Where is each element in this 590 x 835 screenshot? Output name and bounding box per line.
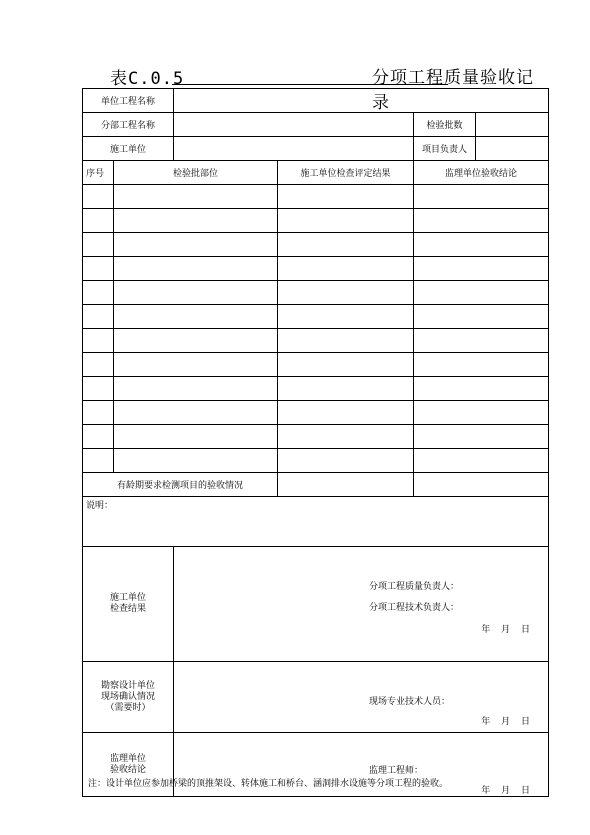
row-batch-part-cell[interactable] <box>114 233 278 257</box>
col-header-no: 序号 <box>83 161 114 185</box>
row-no-cell[interactable] <box>83 449 114 473</box>
row-contractor-result-cell[interactable] <box>278 401 414 425</box>
batch-count-field[interactable] <box>476 113 549 137</box>
row-supervisor-conclusion-cell[interactable] <box>414 377 549 401</box>
table-row <box>83 329 549 353</box>
row-contractor-result-cell[interactable] <box>278 185 414 209</box>
row-supervisor-conclusion-cell[interactable] <box>414 425 549 449</box>
contractor-date: 年 月 日 <box>481 625 531 635</box>
row-supervisor-conclusion-cell[interactable] <box>414 353 549 377</box>
row-no-cell[interactable] <box>83 353 114 377</box>
row-contractor-result-cell[interactable] <box>278 257 414 281</box>
row-no-cell[interactable] <box>83 401 114 425</box>
table-row <box>83 185 549 209</box>
row-no-cell[interactable] <box>83 377 114 401</box>
project-lead-label: 项目负责人 <box>414 137 476 161</box>
project-lead-field[interactable] <box>476 137 549 161</box>
row-batch-part-cell[interactable] <box>114 305 278 329</box>
row-batch-part-cell[interactable] <box>114 329 278 353</box>
row-no-cell[interactable] <box>83 329 114 353</box>
subdivision-field[interactable] <box>174 113 414 137</box>
row-contractor-result-cell[interactable] <box>278 329 414 353</box>
row-no-cell[interactable] <box>83 209 114 233</box>
row-no-cell[interactable] <box>83 425 114 449</box>
row-batch-part-cell[interactable] <box>114 185 278 209</box>
table-row <box>83 209 549 233</box>
row-contractor-result-cell[interactable] <box>278 449 414 473</box>
row-contractor-result-cell[interactable] <box>278 425 414 449</box>
table-row <box>83 305 549 329</box>
contractor-signature-area[interactable] <box>174 547 549 662</box>
inspection-record-table <box>82 88 549 797</box>
contractor-field[interactable] <box>174 137 414 161</box>
table-row <box>83 425 549 449</box>
table-row <box>83 233 549 257</box>
supervisor-date: 年 月 日 <box>481 786 531 796</box>
row-supervisor-conclusion-cell[interactable] <box>414 449 549 473</box>
contractor-label: 施工单位 <box>83 137 174 161</box>
col-header-batch-part: 检验批部位 <box>114 161 278 185</box>
survey-signature-area[interactable] <box>174 662 549 733</box>
row-supervisor-conclusion-cell[interactable] <box>414 209 549 233</box>
row-supervisor-conclusion-cell[interactable] <box>414 401 549 425</box>
row-supervisor-conclusion-cell[interactable] <box>414 281 549 305</box>
row-contractor-result-cell[interactable] <box>278 353 414 377</box>
note-label: 说明： <box>86 501 114 511</box>
col-header-supervisor-conclusion: 监理单位验收结论 <box>414 161 549 185</box>
col-header-contractor-result: 施工单位检查评定结果 <box>278 161 414 185</box>
row-no-cell[interactable] <box>83 281 114 305</box>
row-no-cell[interactable] <box>83 233 114 257</box>
row-supervisor-conclusion-cell[interactable] <box>414 257 549 281</box>
contractor-section-label <box>83 547 174 662</box>
supervisor-section-label-text: 监理单位 验收结论 <box>110 753 147 775</box>
row-no-cell[interactable] <box>83 305 114 329</box>
row-contractor-result-cell[interactable] <box>278 281 414 305</box>
table-row <box>83 401 549 425</box>
row-supervisor-conclusion-cell[interactable] <box>414 305 549 329</box>
row-contractor-result-cell[interactable] <box>278 305 414 329</box>
survey-date: 年 月 日 <box>481 717 531 727</box>
table-row <box>83 281 549 305</box>
survey-section-label-text: 勘察设计单位 现场确认情况 （需要时） <box>101 680 156 713</box>
row-batch-part-cell[interactable] <box>114 353 278 377</box>
row-supervisor-conclusion-cell[interactable] <box>414 185 549 209</box>
row-contractor-result-cell[interactable] <box>278 209 414 233</box>
row-no-cell[interactable] <box>83 185 114 209</box>
row-no-cell[interactable] <box>83 257 114 281</box>
note-field[interactable] <box>83 497 549 547</box>
subdivision-label: 分部工程名称 <box>83 113 174 137</box>
form-title-text: 分项工程质量验收记录 <box>372 68 534 113</box>
form-code: 表C.0.5 <box>110 69 185 89</box>
row-batch-part-cell[interactable] <box>114 257 278 281</box>
row-batch-part-cell[interactable] <box>114 209 278 233</box>
unit-project-field[interactable] <box>174 89 549 113</box>
supervising-engineer-label: 监理工程师： <box>369 766 424 776</box>
technical-lead-label: 分项工程技术负责人： <box>369 603 460 613</box>
footnote: 注：设计单位应参加桥梁的顶推架设、转体施工和桥台、涵洞排水设施等分项工程的验收。 <box>88 779 449 789</box>
age-inspection-conclusion[interactable] <box>414 473 549 497</box>
age-inspection-label: 有龄期要求检测项目的验收情况 <box>83 473 278 497</box>
unit-project-label: 单位工程名称 <box>83 89 174 113</box>
row-contractor-result-cell[interactable] <box>278 377 414 401</box>
quality-lead-label: 分项工程质量负责人： <box>369 582 460 592</box>
row-supervisor-conclusion-cell[interactable] <box>414 233 549 257</box>
row-batch-part-cell[interactable] <box>114 401 278 425</box>
survey-section-label <box>83 662 174 733</box>
contractor-section-label-text: 施工单位 检查结果 <box>110 593 147 614</box>
row-batch-part-cell[interactable] <box>114 449 278 473</box>
row-batch-part-cell[interactable] <box>114 377 278 401</box>
table-row <box>83 257 549 281</box>
age-inspection-result[interactable] <box>278 473 414 497</box>
row-batch-part-cell[interactable] <box>114 425 278 449</box>
table-row <box>83 353 549 377</box>
row-supervisor-conclusion-cell[interactable] <box>414 329 549 353</box>
table-row <box>83 377 549 401</box>
row-batch-part-cell[interactable] <box>114 281 278 305</box>
site-tech-label: 现场专业技术人员： <box>369 697 451 707</box>
batch-count-label: 检验批数 <box>414 113 476 137</box>
row-contractor-result-cell[interactable] <box>278 233 414 257</box>
table-row <box>83 449 549 473</box>
